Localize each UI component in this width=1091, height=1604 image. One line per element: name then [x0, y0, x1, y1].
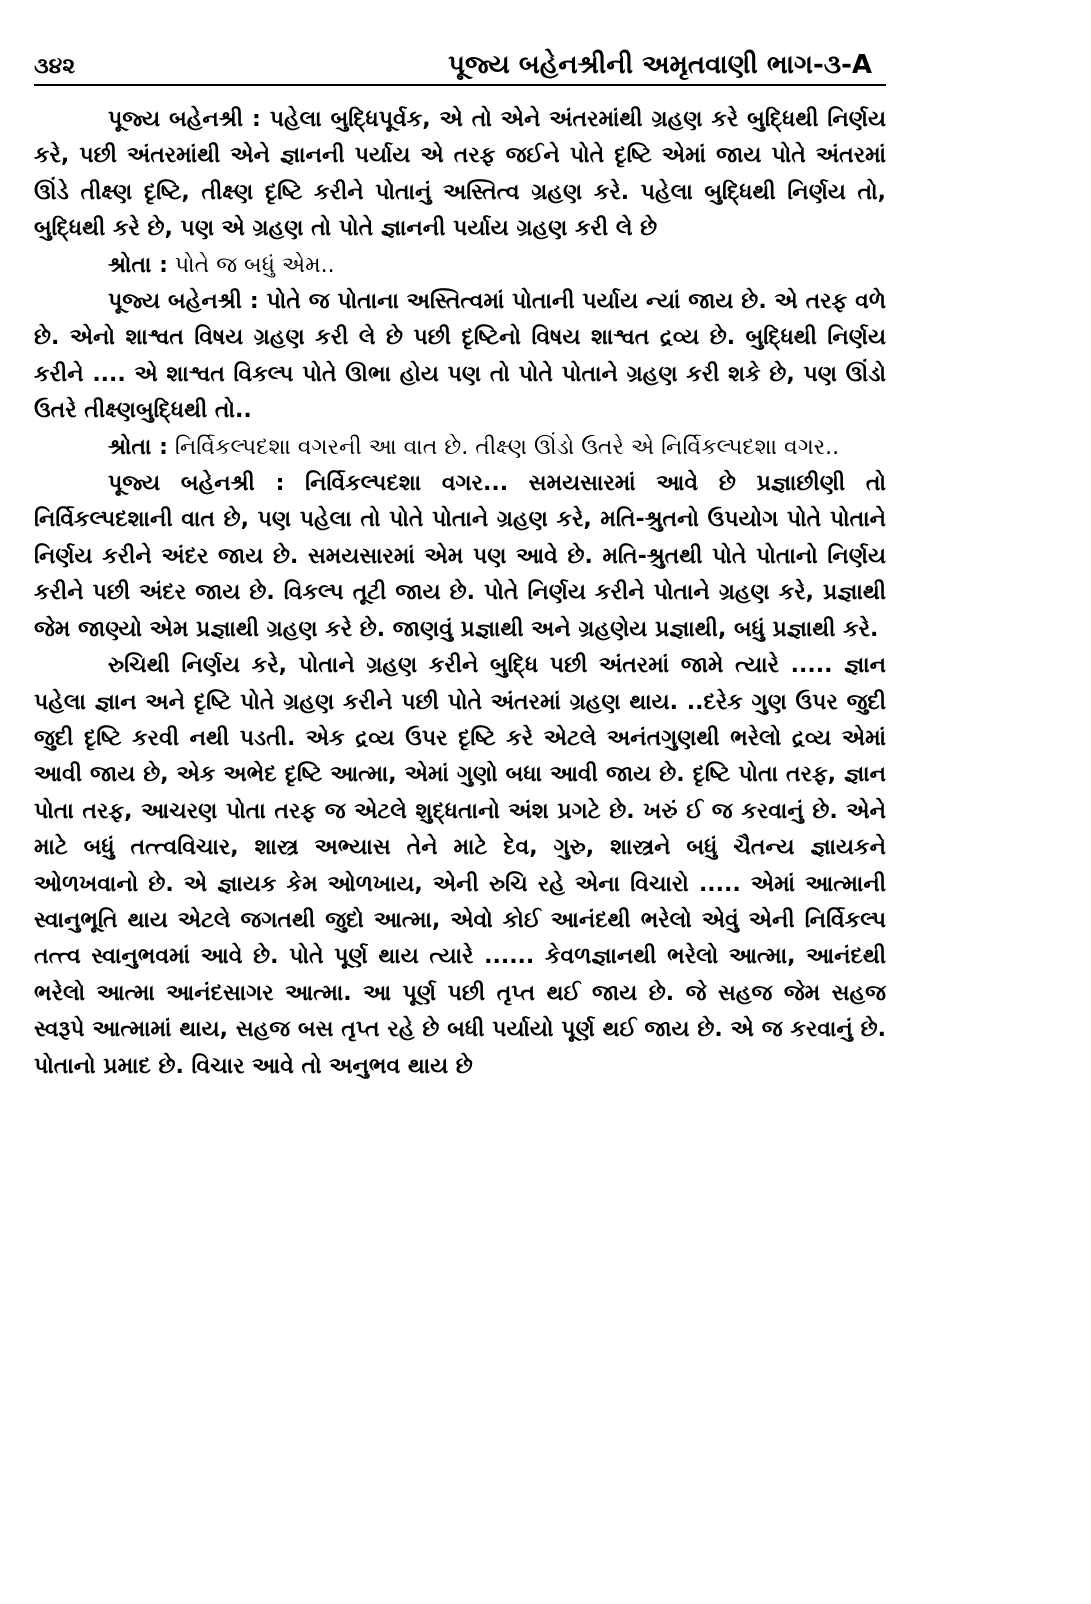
- paragraph-text: પોતે જ પોતાના અસ્તિત્વમાં પોતાની પર્યાય ન્યાં જાય છે. એ તરફ વળે છે. એનો શાશ્વત વિષય ગ્રહણ કરી લે છે પછી દૃષ્ટિનો વિષય શાશ્વત દ્રવ્ય છે. બુદ્ધિથી નિર્ણય કરીને .... એ શાશ્વત વિકલ્પ પોતે ઊભા હોય પણ તો પોતે પોતાને ગ્રહણ કરી શકે છે, પણ ઊંડો ઉતરે તીક્ષ્ણબુદ્ધિથી તો..: [34, 289, 886, 424]
- speaker-label: શ્રોતા :: [108, 252, 168, 278]
- page-header: [34, 38, 886, 86]
- speaker-label: પૂજ્ય બહેનશ્રી :: [108, 471, 285, 497]
- speaker-label: શ્રોતા :: [108, 434, 168, 460]
- book-title: પૂજ્ય બહેનશ્રીની અમૃતવાણી ભાગ-૩-A: [448, 50, 872, 80]
- page-body: [34, 102, 886, 1085]
- paragraph-bahenshri-3: [34, 466, 886, 648]
- paragraph-shrota-1: [34, 248, 886, 284]
- paragraph-text: પહેલા બુદ્ધિપૂર્વક, એ તો એને અંતરમાંથી ગ્રહણ કરે બુદ્ધિથી નિર્ણય કરે, પછી અંતરમાંથી એને જ્ઞાનની પર્યાય એ તરફ જઈને પોતે દૃષ્ટિ એમાં જાય પોતે અંતરમાં ઊંડે તીક્ષ્ણ દૃષ્ટિ, તીક્ષ્ણ દૃષ્ટિ કરીને પોતાનું અસ્તિત્વ ગ્રહણ કરે. પહેલા બુદ્ધિથી નિર્ણય તો, બુદ્ધિથી કરે છે, પણ એ ગ્રહણ તો પોતે જ્ઞાનની પર્યાય ગ્રહણ કરી લે છે: [34, 107, 886, 242]
- paragraph-text: નિર્વિકલ્પદશા વગરની આ વાત છે. તીક્ષ્ણ ઊંડો ઉતરે એ નિર્વિકલ્પદશા વગર..: [167, 434, 840, 460]
- page-number: ૩૪૨: [34, 54, 76, 79]
- document-page: [34, 38, 886, 1085]
- paragraph-shrota-2: [34, 430, 886, 466]
- paragraph-bahenshri-2: [34, 284, 886, 430]
- paragraph-continuation: [34, 648, 886, 1085]
- paragraph-bahenshri-1: [34, 102, 886, 248]
- paragraph-text: નિર્વિકલ્પદશા વગર... સમયસારમાં આવે છે પ્રજ્ઞાછીણી તો નિર્વિકલ્પદશાની વાત છે, પણ પહેલા તો પોતે પોતાને ગ્રહણ કરે, મતિ-શ્રુતનો ઉપયોગ પોતે પોતાને નિર્ણય કરીને અંદર જાય છે. સમયસારમાં એમ પણ આવે છે. મતિ-શ્રુતથી પોતે પોતાનો નિર્ણય કરીને પછી અંદર જાય છે. વિકલ્પ તૂટી જાય છે. પોતે નિર્ણય કરીને પોતાને ગ્રહણ કરે, પ્રજ્ઞાથી જેમ જાણ્યો એમ પ્રજ્ઞાથી ગ્રહણ કરે છે. જાણવું પ્રજ્ઞાથી અને ગ્રહણેય પ્રજ્ઞાથી, બધું પ્રજ્ઞાથી કરે.: [34, 471, 886, 642]
- speaker-label: પૂજ્ય બહેનશ્રી :: [108, 289, 259, 315]
- paragraph-text: રુચિથી નિર્ણય કરે, પોતાને ગ્રહણ કરીને બુદ્ધિ પછી અંતરમાં જામે ત્યારે ..... જ્ઞાન પહેલા જ્ઞાન અને દૃષ્ટિ પોતે ગ્રહણ કરીને પછી પોતે અંતરમાં ગ્રહણ થાય. ..દરેક ગુણ ઉપર જુદી જુદી દૃષ્ટિ કરવી નથી પડતી. એક દ્રવ્ય ઉપર દૃષ્ટિ કરે એટલે અનંતગુણથી ભરેલો દ્રવ્ય એમાં આવી જાય છે, એક અભેદ દૃષ્ટિ આત્મા, એમાં ગુણો બધા આવી જાય છે. દૃષ્ટિ પોતા તરફ, જ્ઞાન પોતા તરફ, આચરણ પોતા તરફ જ એટલે શુદ્ધતાનો અંશ પ્રગટે છે. ખરું ઈ જ કરવાનું છે. એને માટે બધું તત્ત્વવિચાર, શાસ્ત્ર અભ્યાસ તેને માટે દેવ, ગુરુ, શાસ્ત્રને બધું ચૈતન્ય જ્ઞાયકને ઓળખવાનો છે. એ જ્ઞાયક કેમ ઓળખાય, એની રુચિ રહે એના વિચારો ..... એમાં આત્માની સ્વાનુભૂતિ થાય એટલે જગતથી જુદો આત્મા, એવો કોઈ આનંદથી ભરેલો એવું એની નિર્વિકલ્પ તત્ત્વ સ્વાનુભવમાં આવે છે. પોતે પૂર્ણ થાય ત્યારે ...... કેવળજ્ઞાનથી ભરેલો આત્મા, આનંદથી ભરેલો આત્મા આનંદસાગર આત્મા. આ પૂર્ણ પછી તૃપ્ત થઈ જાય છે. જે સહજ જેમ સહજ સ્વરૂપે આત્મામાં થાય, સહજ બસ તૃપ્ત રહે છે બધી પર્યાયો પૂર્ણ થઈ જાય છે. એ જ કરવાનું છે. પોતાનો પ્રમાદ છે. વિચાર આવે તો અનુભવ થાય છે: [34, 653, 886, 1079]
- speaker-label: પૂજ્ય બહેનશ્રી :: [108, 107, 261, 132]
- paragraph-text: પોતે જ બધું એમ..: [167, 252, 335, 278]
